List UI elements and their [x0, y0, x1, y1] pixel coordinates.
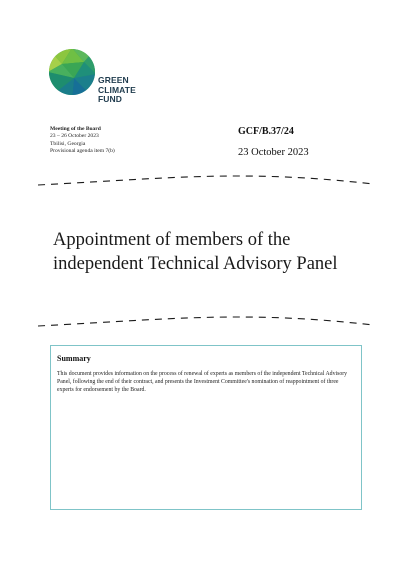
meeting-name: Meeting of the Board	[50, 126, 101, 132]
logo-wordmark	[98, 76, 136, 105]
bottom-wave-rule	[36, 315, 376, 329]
gcf-logo	[48, 48, 148, 104]
logo-line-climate: CLIMATE	[98, 84, 136, 95]
top-wave-rule	[36, 174, 376, 188]
meeting-dates: 23 – 26 October 2023	[50, 133, 99, 140]
logo-line-fund: FUND	[98, 94, 123, 104]
meeting-location: Tbilisi, Georgia	[50, 140, 86, 147]
agenda-item: Provisional agenda item 7(b)	[50, 148, 115, 155]
logo-line-green: GREEN	[98, 75, 129, 85]
summary-text: This document provides information on the process of renewal of experts as members of the independent Technical Advisory Panel, following the end of their contract, and presents the Investment Committee's nomination of reappointment of three experts for endorsement by the Board.	[57, 371, 348, 393]
summary-heading: Summary	[57, 354, 91, 363]
document-reference: GCF/B.37/24	[238, 126, 294, 137]
title-line-2: independent Technical Advisory Panel	[53, 254, 338, 274]
meeting-info	[50, 126, 115, 156]
title-line-1: Appointment of members of the	[53, 230, 291, 250]
summary-box	[50, 345, 362, 510]
document-date: 23 October 2023	[238, 147, 309, 158]
document-title	[53, 228, 393, 276]
globe-logo-icon	[48, 48, 96, 98]
